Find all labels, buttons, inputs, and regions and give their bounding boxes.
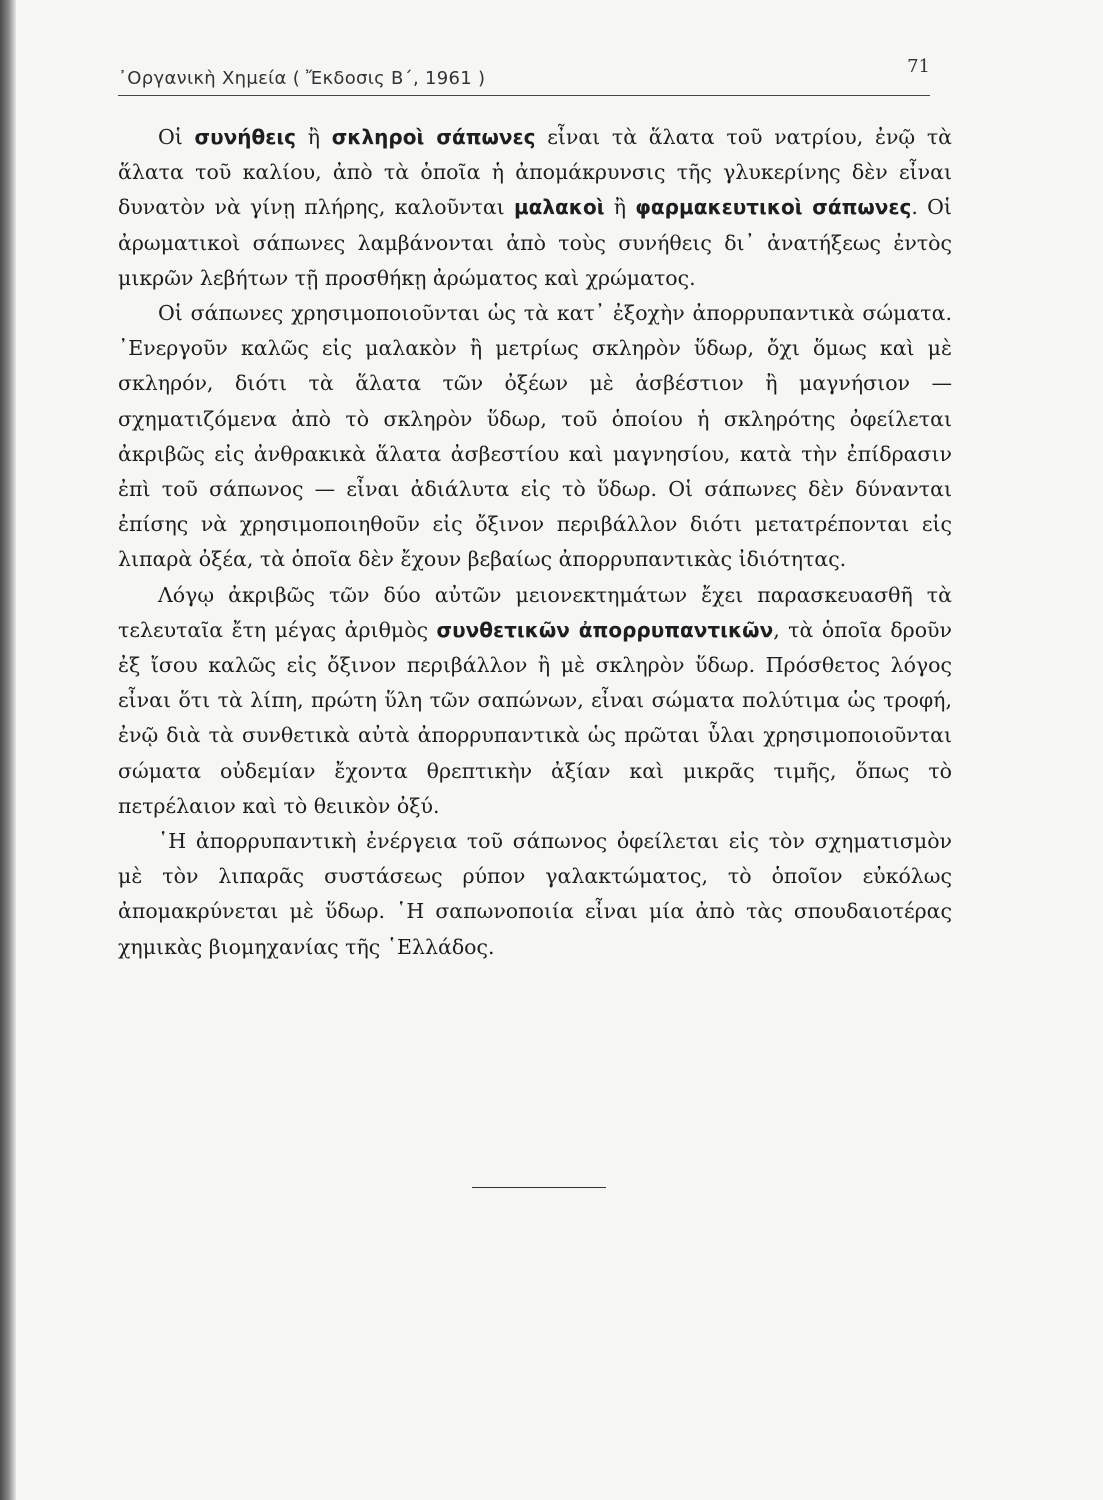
- paragraph-2: Οἱ σάπωνες χρησιμοποιοῦνται ὡς τὰ κατ᾿ ἐξοχὴν ἀπορρυπαντικὰ σώματα. ᾿Ενεργοῦν καλῶς εἰς μαλακὸν ἢ μετρίως σκληρὸν ὕδωρ, ὄχι ὅμως καὶ μὲ σκληρόν, διότι τὰ ἅλατα τῶν ὀξέων μὲ ἀσβέστιον ἢ μαγνήσιον — σχηματιζόμενα ἀπὸ τὸ σκληρὸν ὕδωρ, τοῦ ὁποίου ἡ σκληρότης ὀφείλεται ἀκριβῶς εἰς ἀνθρακικὰ ἅλατα ἀσβεστίου καὶ μαγνησίου, κατὰ τὴν ἐπίδρασιν ἐπὶ τοῦ σάπωνος — εἶναι ἀδιάλυτα εἰς τὸ ὕδωρ. Οἱ σάπωνες δὲν δύνανται ἐπίσης νὰ χρησιμοποιηθοῦν εἰς ὄξινον περιβάλλον διότι μετατρέπονται εἰς λιπαρὰ ὀξέα, τὰ ὁποῖα δὲν ἔχουν βεβαίως ἀπορρυπαντικὰς ἰδιότητας.: [118, 301, 952, 572]
- paragraph-1: [118, 120, 952, 296]
- page-header: [118, 55, 930, 96]
- text-run: Οἱ: [158, 125, 195, 149]
- text-run: ἢ: [604, 195, 636, 220]
- page-number: 71: [907, 56, 930, 77]
- bold-term: συνθετικῶν ἀπορρυπαντικῶν: [436, 617, 774, 642]
- bold-term: φαρμακευτικοὶ σάπωνες: [635, 195, 912, 220]
- text-run: εἶναι τὰ ἅλατα τοῦ νατρίου, ἐνῷ τὰ ἅλατα τοῦ καλίου, ἀπὸ τὰ ὁποῖα ἡ ἀπομάκρυνσις τῆς γλυκερίνης δὲν εἶναι δυνατὸν νὰ γίνῃ πλήρης, καλοῦνται: [118, 125, 952, 220]
- bold-term: μαλακοὶ: [513, 195, 605, 220]
- text-run: . Οἱ ἀρωματικοὶ σάπωνες λαμβάνονται ἀπὸ τοὺς συνήθεις δι᾿ ἀνατήξεως ἐντὸς μικρῶν λεβήτων τῇ προσθήκῃ ἀρώματος καὶ χρώματος.: [118, 195, 952, 290]
- paragraph-4: ῾Η ἀπορρυπαντικὴ ἐνέργεια τοῦ σάπωνος ὀφείλεται εἰς τὸν σχηματισμὸν μὲ τὸν λιπαρᾶς συστάσεως ρύπον γαλακτώματος, τὸ ὁποῖον εὐκόλως ἀπομακρύνεται μὲ ὕδωρ. ῾Η σαπωνοποιία εἶναι μία ἀπὸ τὰς σπουδαιοτέρας χημικὰς βιομηχανίας τῆς ῾Ελλάδος.: [118, 829, 952, 959]
- bold-term: σκληροὶ σάπωνες: [331, 125, 536, 149]
- bold-term: συνήθεις: [194, 125, 297, 149]
- running-title: ᾿Οργανικὴ Χημεία ( Ἔκδοσις Β΄, 1961 ): [118, 68, 486, 89]
- body-text: [118, 120, 952, 965]
- text-run: , τὰ ὁποῖα δροῦν ἐξ ἴσου καλῶς εἰς ὄξινον περιβάλλον ἢ μὲ σκληρὸν ὕδωρ. Πρόσθετος λόγος εἶναι ὅτι τὰ λίπη, πρώτη ὕλη τῶν σαπώνων, εἶναι σώματα πολύτιμα ὡς τροφή, ἐνῷ διὰ τὰ συνθετικὰ αὐτὰ ἀπορρυπαντικὰ ὡς πρῶται ὗλαι χρησιμοποιοῦνται σώματα οὐδεμίαν ἔχοντα θρεπτικὴν ἀξίαν καὶ μικρᾶς τιμῆς, ὅπως τὸ πετρέλαιον καὶ τὸ θειικὸν ὀξύ.: [118, 617, 952, 818]
- section-end-rule: [472, 1187, 606, 1188]
- binding-gutter: [0, 0, 16, 1500]
- text-run: ἢ: [296, 125, 332, 149]
- paragraph-3: [118, 578, 952, 824]
- text-run: Λόγῳ ἀκριβῶς τῶν δύο αὐτῶν μειονεκτημάτων ἔχει παρασκευασθῆ τὰ τελευταῖα ἔτη μέγας ἀριθμὸς: [118, 582, 952, 642]
